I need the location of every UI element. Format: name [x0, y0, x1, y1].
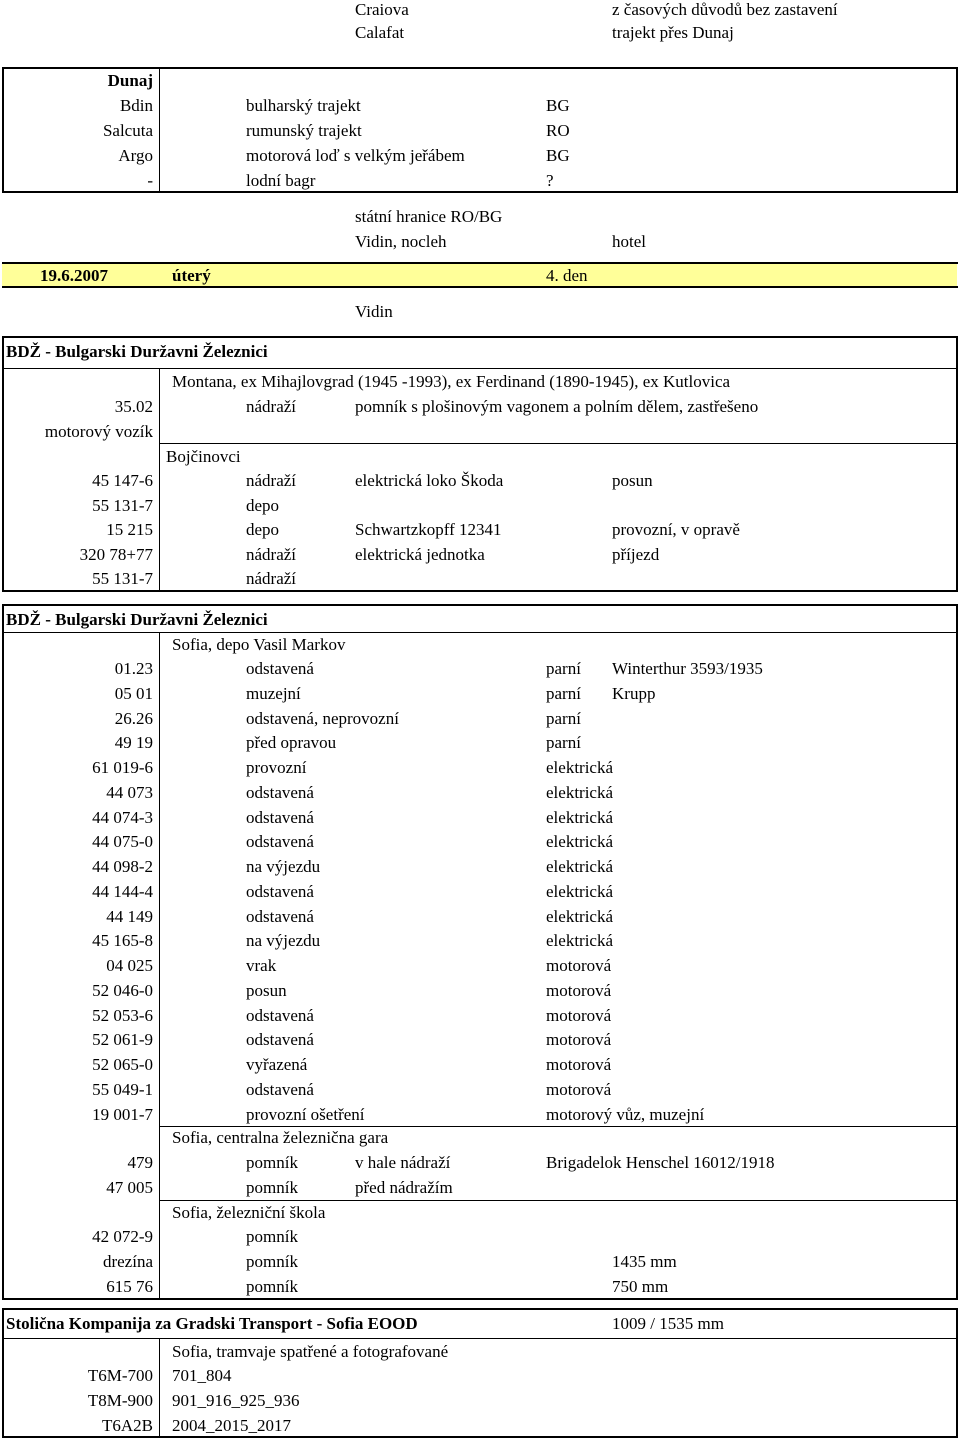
loco-status: odstavená — [246, 1080, 314, 1099]
loco-number: motorový vozík — [44, 422, 153, 441]
section3-border-top — [2, 1308, 958, 1310]
tram-type: T8M-900 — [87, 1391, 153, 1410]
loco-where: v hale nádraží — [355, 1153, 451, 1172]
dunaj-type: motorová loď s velkým jeřábem — [246, 146, 465, 165]
dunaj-flag: RO — [546, 121, 570, 140]
loco-where: před nádražím — [355, 1178, 453, 1197]
loco-kind: elektrická — [546, 857, 614, 876]
loco-number: 44 074-3 — [92, 808, 153, 827]
overnight-stop: Vidin, nocleh — [355, 232, 447, 251]
loco-status: na výjezdu — [246, 857, 321, 876]
loco-note: provozní, v opravě — [612, 520, 740, 539]
section1-location: Montana, ex Mihajlovgrad (1945 -1993), ex Ferdinand (1890-1945), ex Kutlovica — [172, 372, 731, 391]
section1-location-2: Bojčinovci — [166, 447, 241, 466]
section2-border-right — [956, 604, 958, 1300]
section3-border-right — [956, 1308, 958, 1438]
loco-number: 44 098-2 — [92, 857, 153, 876]
loco-status: odstavená — [246, 882, 314, 901]
tram-numbers: 901_916_925_936 — [172, 1391, 300, 1410]
section2-border-top — [2, 604, 958, 606]
dunaj-name: Argo — [118, 146, 153, 165]
loco-number: drezína — [102, 1252, 153, 1271]
loco-status: na výjezdu — [246, 931, 321, 950]
dunaj-name: - — [147, 171, 153, 190]
loco-number: 45 147-6 — [92, 471, 153, 490]
loco-status: vrak — [246, 956, 277, 975]
loco-kind: elektrická — [546, 758, 614, 777]
loco-desc: elektrická loko Škoda — [355, 471, 504, 490]
loco-status: vyřazená — [246, 1055, 308, 1074]
day-weekday: úterý — [172, 266, 211, 285]
route-note-2: trajekt přes Dunaj — [612, 23, 734, 42]
loco-note: 1435 mm — [612, 1252, 677, 1271]
loco-status: odstavená — [246, 808, 314, 827]
loco-number: 52 046-0 — [92, 981, 153, 1000]
loco-status: pomník — [246, 1227, 298, 1246]
loco-number: 52 053-6 — [92, 1006, 153, 1025]
loco-number: 44 144-4 — [92, 882, 153, 901]
dunaj-col-divider — [159, 69, 160, 191]
loco-kind: parní — [546, 733, 581, 752]
loco-kind: motorová — [546, 1030, 612, 1049]
loco-note: Brigadelok Henschel 16012/1918 — [546, 1153, 775, 1172]
loco-kind: elektrická — [546, 832, 614, 851]
loco-kind: motorová — [546, 981, 612, 1000]
loco-status: odstavená — [246, 832, 314, 851]
loco-number: 05 01 — [114, 684, 153, 703]
loco-number: 44 149 — [106, 907, 153, 926]
section3-gauge: 1009 / 1535 mm — [612, 1314, 724, 1333]
loco-number: 35.02 — [114, 397, 153, 416]
dunaj-type: lodní bagr — [246, 171, 316, 190]
section2-header-divider — [2, 632, 958, 633]
loco-number: 55 131-7 — [92, 569, 153, 588]
day-date: 19.6.2007 — [40, 266, 108, 285]
loco-number: 320 78+77 — [79, 545, 153, 564]
loco-place: depo — [246, 496, 280, 515]
loco-status: posun — [246, 981, 287, 1000]
day-header-border-bottom — [2, 286, 958, 288]
section2-col-divider — [159, 633, 160, 1298]
loco-kind: elektrická — [546, 931, 614, 950]
loco-kind: elektrická — [546, 882, 614, 901]
loco-kind: motorová — [546, 956, 612, 975]
loco-note: posun — [612, 471, 653, 490]
loco-note: Winterthur 3593/1935 — [612, 659, 763, 678]
tram-numbers: 701_804 — [172, 1366, 232, 1385]
loco-number: 42 072-9 — [92, 1227, 153, 1246]
loco-place: nádraží — [246, 545, 297, 564]
section3-col-divider — [159, 1339, 160, 1436]
loco-status: provozní — [246, 758, 307, 777]
dunaj-flag: ? — [546, 171, 554, 190]
tram-numbers: 2004_2015_2017 — [172, 1416, 291, 1435]
section1-location-divider — [159, 443, 958, 444]
dunaj-border-right — [956, 67, 958, 193]
loco-number: 04 025 — [106, 956, 153, 975]
loco-note: Krupp — [612, 684, 656, 703]
dunaj-name: Salcuta — [102, 121, 153, 140]
section1-header-divider — [2, 368, 958, 369]
loco-kind: motorový vůz, muzejní — [546, 1105, 705, 1124]
loco-status: pomník — [246, 1252, 298, 1271]
dunaj-border-top — [2, 67, 958, 69]
loco-status: odstavená — [246, 1006, 314, 1025]
loco-number: 47 005 — [106, 1178, 153, 1197]
loco-kind: parní — [546, 659, 581, 678]
loco-kind: parní — [546, 709, 581, 728]
loco-number: 615 76 — [106, 1277, 153, 1296]
loco-status: pomník — [246, 1153, 298, 1172]
loco-note: 750 mm — [612, 1277, 669, 1296]
accommodation: hotel — [612, 232, 646, 251]
day-header-border-top — [2, 262, 958, 264]
dunaj-title: Dunaj — [107, 71, 153, 90]
route-note-1: z časových důvodů bez zastavení — [612, 0, 838, 19]
loco-number: 49 19 — [114, 733, 153, 752]
loco-number: 26.26 — [114, 709, 153, 728]
loco-kind: elektrická — [546, 783, 614, 802]
city-title: Vidin — [355, 302, 393, 321]
section1-company: BDŽ - Bulgarski Duržavni Železnici — [6, 342, 268, 361]
loco-status: odstavená — [246, 783, 314, 802]
section1-border-top — [2, 336, 958, 338]
loco-status: odstavená — [246, 907, 314, 926]
route-place-2: Calafat — [355, 23, 405, 42]
loco-place: depo — [246, 520, 280, 539]
section3-border-bottom — [2, 1436, 958, 1438]
loco-number: 01.23 — [114, 659, 153, 678]
route-place-1: Craiova — [355, 0, 409, 19]
loco-status: provozní ošetření — [246, 1105, 365, 1124]
loco-kind: motorová — [546, 1080, 612, 1099]
loco-number: 61 019-6 — [92, 758, 153, 777]
section2-border-bottom — [2, 1298, 958, 1300]
loco-desc: pomník s plošinovým vagonem a polním dělem, zastřešeno — [355, 397, 759, 416]
loco-number: 15 215 — [106, 520, 153, 539]
loco-kind: motorová — [546, 1006, 612, 1025]
section3-header-divider — [2, 1338, 958, 1339]
loco-number: 55 049-1 — [92, 1080, 153, 1099]
loco-number: 44 075-0 — [92, 832, 153, 851]
loco-status: muzejní — [246, 684, 301, 703]
loco-desc: elektrická jednotka — [355, 545, 485, 564]
tram-type: T6M-700 — [87, 1366, 153, 1385]
loco-number: 55 131-7 — [92, 496, 153, 515]
loco-place: nádraží — [246, 471, 297, 490]
loco-number: 45 165-8 — [92, 931, 153, 950]
section2-location-2: Sofia, centralna železnična gara — [172, 1128, 389, 1147]
loco-status: pomník — [246, 1277, 298, 1296]
loco-desc: Schwartzkopff 12341 — [355, 520, 502, 539]
loco-status: odstavená, neprovozní — [246, 709, 399, 728]
section2-location-3: Sofia, železniční škola — [172, 1203, 326, 1222]
section2-location2-divider — [159, 1126, 958, 1127]
dunaj-name: Bdin — [119, 96, 153, 115]
section1-col-divider — [159, 369, 160, 591]
loco-place: nádraží — [246, 569, 297, 588]
day-number: 4. den — [546, 266, 588, 285]
loco-number: 19 001-7 — [92, 1105, 153, 1124]
loco-number: 44 073 — [106, 783, 153, 802]
loco-number: 52 061-9 — [92, 1030, 153, 1049]
section2-location: Sofia, depo Vasil Markov — [172, 635, 346, 654]
loco-kind: parní — [546, 684, 581, 703]
section3-company: Stolična Kompanija za Gradski Transport - Sofia EOOD — [6, 1314, 418, 1333]
loco-status: před opravou — [246, 733, 337, 752]
loco-kind: motorová — [546, 1055, 612, 1074]
dunaj-flag: BG — [546, 146, 570, 165]
section1-border-right — [956, 336, 958, 592]
section1-border-bottom — [2, 590, 958, 592]
dunaj-border-bottom — [2, 191, 958, 193]
loco-status: odstavená — [246, 659, 314, 678]
tram-type: T6A2B — [102, 1416, 153, 1435]
loco-kind: elektrická — [546, 808, 614, 827]
dunaj-flag: BG — [546, 96, 570, 115]
loco-number: 479 — [127, 1153, 153, 1172]
day-header-bg — [2, 262, 957, 287]
dunaj-type: bulharský trajekt — [246, 96, 361, 115]
loco-number: 52 065-0 — [92, 1055, 153, 1074]
section2-location3-divider — [159, 1200, 958, 1201]
loco-kind: elektrická — [546, 907, 614, 926]
loco-place: nádraží — [246, 397, 297, 416]
section2-company: BDŽ - Bulgarski Duržavni Železnici — [6, 610, 268, 629]
loco-status: odstavená — [246, 1030, 314, 1049]
loco-note: příjezd — [612, 545, 660, 564]
section3-location: Sofia, tramvaje spatřené a fotografované — [172, 1342, 449, 1361]
loco-status: pomník — [246, 1178, 298, 1197]
dunaj-type: rumunský trajekt — [246, 121, 362, 140]
border-crossing: státní hranice RO/BG — [355, 207, 503, 226]
